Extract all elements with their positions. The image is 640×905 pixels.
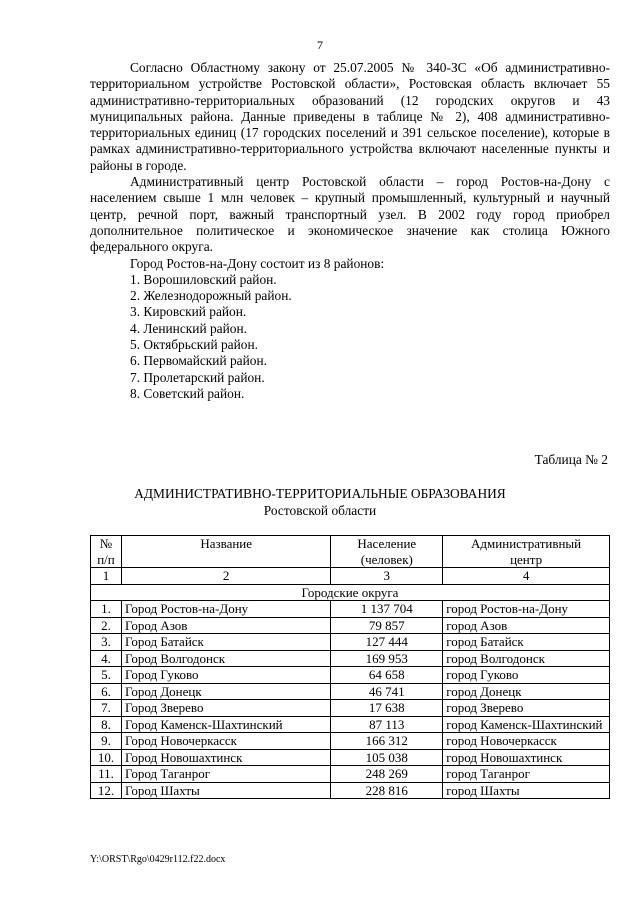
municipalities-table [90, 535, 610, 799]
row-center: город Таганрог [443, 766, 610, 783]
header-name: Название [121, 536, 330, 568]
table-title: АДМИНИСТРАТИВНО-ТЕРРИТОРИАЛЬНЫЕ ОБРАЗОВАНИЯ [134, 486, 506, 501]
row-population: 79 857 [331, 617, 443, 634]
row-name: Город Ростов-на-Дону [121, 601, 330, 618]
row-population: 127 444 [331, 634, 443, 651]
header-num-line1: № [99, 536, 113, 551]
row-num: 4. [91, 650, 122, 667]
row-name: Город Новошахтинск [121, 749, 330, 766]
row-center: город Каменск-Шахтинский [443, 716, 610, 733]
page-number: 7 [317, 38, 323, 52]
row-center: город Ростов-на-Дону [443, 601, 610, 618]
column-index: 1 [91, 568, 122, 585]
row-name: Город Азов [121, 617, 330, 634]
header-population-line2: (человек) [360, 551, 413, 567]
row-center: город Гуково [443, 667, 610, 684]
row-num: 11. [91, 766, 122, 783]
row-population: 228 816 [331, 782, 443, 799]
table-row [91, 766, 610, 783]
row-name: Город Каменск-Шахтинский [121, 716, 330, 733]
district-item: 4. Ленинский район. [130, 320, 247, 336]
row-num: 10. [91, 749, 122, 766]
table-row [91, 782, 610, 799]
district-item: 5. Октябрьский район. [130, 337, 258, 353]
paragraph-districts-intro: Город Ростов-на-Дону состоит из 8 районов: [130, 255, 385, 271]
row-center: город Новочеркасск [443, 733, 610, 750]
district-item: 2. Железнодорожный район. [130, 288, 292, 304]
district-item: 3. Кировский район. [130, 304, 247, 320]
header-center-line1: Административный [471, 536, 582, 551]
table-row [91, 700, 610, 717]
row-name: Город Шахты [121, 782, 330, 799]
row-center: город Волгодонск [443, 650, 610, 667]
row-population: 169 953 [331, 650, 443, 667]
table-row [91, 749, 610, 766]
row-center: город Азов [443, 617, 610, 634]
row-name: Город Зверево [121, 700, 330, 717]
column-index: 3 [331, 568, 443, 585]
table-title-block [0, 485, 640, 519]
footer-file-path: Y:\ORST\Rgo\0429r112.f22.docx [90, 854, 226, 865]
paragraph-law: Согласно Областному закону от 25.07.2005 № 340-ЗС «Об административно-территориальном устройстве Ростовской области», Ростовская область включает 55 административно-территориальных образований (12 городских округов и 43 муниципальных района. Данные приведены в таблице № 2), 408 административно-территориальных единиц (17 городских поселений и 391 сельское поселение), которые в рамках административно-территориального устройства включают населенные пункты и районы в городе. [90, 60, 610, 173]
row-num: 6. [91, 683, 122, 700]
row-name: Город Батайск [121, 634, 330, 651]
table-subtitle: Ростовской области [263, 503, 377, 518]
row-population: 105 038 [331, 749, 443, 766]
row-name: Город Гуково [121, 667, 330, 684]
row-population: 46 741 [331, 683, 443, 700]
table-row [91, 733, 610, 750]
row-population: 1 137 704 [331, 601, 443, 618]
row-center: город Донецк [443, 683, 610, 700]
header-center [443, 536, 610, 568]
column-index: 2 [121, 568, 330, 585]
row-num: 5. [91, 667, 122, 684]
paragraph-admin-center: Административный центр Ростовской области – город Ростов-на-Дону с населением свыше 1 млн человек – крупный промышленный, культурный и научный центр, речной порт, важный транспортный узел. В 2002 году город приобрел дополнительное политическое и экономическое значение как столица Южного федерального округа. [90, 174, 610, 255]
row-center: город Новошахтинск [443, 749, 610, 766]
row-population: 87 113 [331, 716, 443, 733]
table-row [91, 716, 610, 733]
district-list [90, 272, 610, 402]
table-caption: Таблица № 2 [534, 452, 608, 467]
row-num: 3. [91, 634, 122, 651]
district-item: 1. Ворошиловский район. [130, 271, 277, 287]
section-label: Городские округа [91, 584, 610, 601]
district-item: 6. Первомайский район. [130, 353, 268, 369]
row-num: 9. [91, 733, 122, 750]
header-num-line2: п/п [97, 551, 115, 567]
row-num: 1. [91, 601, 122, 618]
section-row [91, 584, 610, 601]
row-name: Город Донецк [121, 683, 330, 700]
row-center: город Зверево [443, 700, 610, 717]
table-header-row [91, 536, 610, 568]
row-name: Город Новочеркасск [121, 733, 330, 750]
table-row [91, 650, 610, 667]
row-name: Город Таганрог [121, 766, 330, 783]
row-center: город Шахты [443, 782, 610, 799]
header-population-line1: Население [357, 536, 417, 551]
header-num [91, 536, 122, 568]
table-row [91, 634, 610, 651]
district-item: 7. Пролетарский район. [130, 369, 265, 385]
table-row [91, 617, 610, 634]
row-num: 12. [91, 782, 122, 799]
table-row [91, 683, 610, 700]
row-num: 8. [91, 716, 122, 733]
column-index-row [91, 568, 610, 585]
district-item: 8. Советский район. [130, 385, 245, 401]
row-name: Город Волгодонск [121, 650, 330, 667]
row-population: 248 269 [331, 766, 443, 783]
body-text [90, 60, 610, 402]
table-row [91, 667, 610, 684]
column-index: 4 [443, 568, 610, 585]
row-population: 64 658 [331, 667, 443, 684]
table-row [91, 601, 610, 618]
row-population: 17 638 [331, 700, 443, 717]
row-num: 2. [91, 617, 122, 634]
row-num: 7. [91, 700, 122, 717]
row-population: 166 312 [331, 733, 443, 750]
header-center-line2: центр [510, 551, 543, 567]
row-center: город Батайск [443, 634, 610, 651]
header-population [331, 536, 443, 568]
